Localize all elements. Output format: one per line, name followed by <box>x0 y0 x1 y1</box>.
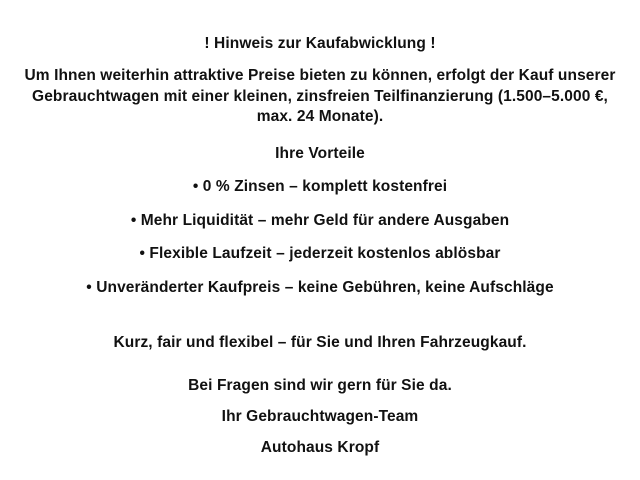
benefit-item: • Mehr Liquidität – mehr Geld für andere Ausgaben <box>130 211 510 229</box>
benefit-item: • Unveränderter Kaufpreis – keine Gebühren, keine Aufschläge <box>86 278 554 296</box>
notice-intro-text: Um Ihnen weiterhin attraktive Preise bieten zu können, erfolgt der Kauf unserer Gebrauchtwagen mit einer kleinen, zinsfreien Teilfinanzierung (1.500–5.000 €, max. 24 Monate). <box>24 67 616 126</box>
contact-text: Bei Fragen sind wir gern für Sie da. <box>188 376 452 394</box>
team-signature: Ihr Gebrauchtwagen-Team <box>221 407 419 425</box>
benefits-heading: Ihre Vorteile <box>275 144 365 162</box>
benefit-item: • 0 % Zinsen – komplett kostenfrei <box>192 178 448 196</box>
notice-heading: ! Hinweis zur Kaufabwicklung ! <box>204 35 436 52</box>
company-name: Autohaus Kropf <box>260 439 380 457</box>
benefit-item: • Flexible Laufzeit – jederzeit kostenlos ablösbar <box>139 245 501 263</box>
summary-text: Kurz, fair und flexibel – für Sie und Ihren Fahrzeugkauf. <box>113 334 527 352</box>
